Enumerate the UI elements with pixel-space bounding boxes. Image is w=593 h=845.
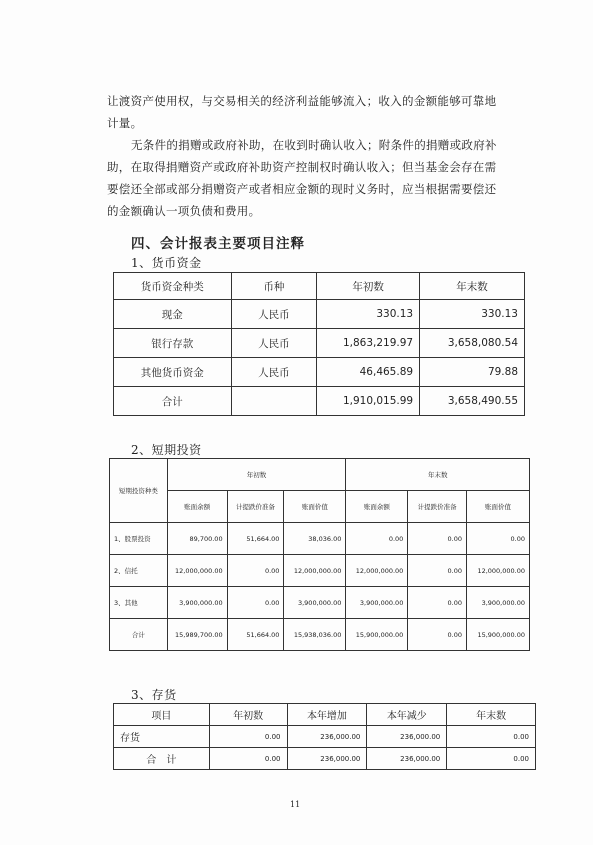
group-header: 年末数 <box>346 459 530 491</box>
table-cell: 12,000,000.00 <box>167 555 227 587</box>
table-cell: 0.00 <box>209 726 287 748</box>
table-cell: 15,900,000.00 <box>467 619 530 651</box>
table-row <box>110 555 530 587</box>
table-header-row <box>110 459 530 491</box>
table-cell: 46,465.89 <box>317 358 420 387</box>
table-cell: 38,036.00 <box>284 523 346 555</box>
table-cell <box>231 387 317 416</box>
table-cell: 合 计 <box>114 748 210 770</box>
shortterm-title: 2、短期投资 <box>131 443 202 457</box>
table-cell: 银行存款 <box>114 329 232 358</box>
table-row <box>114 300 525 329</box>
table-cell: 330.13 <box>317 300 420 329</box>
table-total-row <box>114 387 525 416</box>
column-header: 年初数 <box>317 273 420 300</box>
column-header: 计提跌价准备 <box>227 491 284 523</box>
column-header: 账面价值 <box>284 491 346 523</box>
table-cell: 89,700.00 <box>167 523 227 555</box>
cash-table <box>113 272 525 416</box>
inventory-title: 3、存货 <box>131 688 177 702</box>
table-cell: 0.00 <box>467 523 530 555</box>
column-header: 项目 <box>114 704 210 726</box>
column-header: 货币资金种类 <box>114 273 232 300</box>
table-cell: 236,000.00 <box>367 748 447 770</box>
table-total-row <box>114 748 536 770</box>
table-cell: 15,989,700.00 <box>167 619 227 651</box>
table-cell: 15,900,000.00 <box>346 619 408 651</box>
table-cell: 3,900,000.00 <box>346 587 408 619</box>
column-header: 账面余额 <box>167 491 227 523</box>
table-header-row <box>114 273 525 300</box>
table-cell: 现金 <box>114 300 232 329</box>
table-cell: 3、其他 <box>110 587 168 619</box>
cash-title: 1、货币资金 <box>131 256 202 270</box>
table-cell: 0.00 <box>408 619 467 651</box>
table-header-row <box>114 704 536 726</box>
table-cell: 人民币 <box>231 329 317 358</box>
column-header: 年末数 <box>420 273 525 300</box>
group-header: 年初数 <box>167 459 346 491</box>
table-cell: 51,664.00 <box>227 523 284 555</box>
table-cell: 人民币 <box>231 358 317 387</box>
column-header: 账面余额 <box>346 491 408 523</box>
column-header: 年末数 <box>447 704 536 726</box>
table-cell: 15,938,036.00 <box>284 619 346 651</box>
paragraph-donation: 无条件的捐赠或政府补助，在收到时确认收入；附条件的捐赠或政府补助，在取得捐赠资产或政府补助资产控制权时确认收入；但当基金会存在需要偿还全部或部分捐赠资产或者相应金额的现时义务时，应当根据需要偿还的金额确认一项负债和费用。 <box>107 138 497 218</box>
row-header: 短期投资种类 <box>110 459 168 523</box>
table-cell: 12,000,000.00 <box>284 555 346 587</box>
table-cell: 0.00 <box>227 555 284 587</box>
column-header: 币种 <box>231 273 317 300</box>
table-cell: 12,000,000.00 <box>467 555 530 587</box>
column-header: 本年减少 <box>367 704 447 726</box>
column-header: 年初数 <box>209 704 287 726</box>
section-title: 四、会计报表主要项目注释 <box>131 236 305 252</box>
table-cell: 236,000.00 <box>367 726 447 748</box>
table-cell: 0.00 <box>408 555 467 587</box>
page-number: 11 <box>290 800 301 809</box>
table-cell: 12,000,000.00 <box>346 555 408 587</box>
column-header: 计提跌价准备 <box>408 491 467 523</box>
shortterm-table <box>109 458 530 651</box>
table-header-row <box>110 491 530 523</box>
table-row <box>110 587 530 619</box>
table-cell: 合计 <box>114 387 232 416</box>
table-cell: 0.00 <box>447 748 536 770</box>
table-cell: 合计 <box>110 619 168 651</box>
table-cell: 3,900,000.00 <box>167 587 227 619</box>
table-cell: 0.00 <box>346 523 408 555</box>
table-cell: 79.88 <box>420 358 525 387</box>
table-cell: 0.00 <box>408 523 467 555</box>
column-header: 本年增加 <box>287 704 367 726</box>
table-cell: 3,900,000.00 <box>284 587 346 619</box>
table-row <box>114 329 525 358</box>
column-header: 账面价值 <box>467 491 530 523</box>
table-cell: 0.00 <box>408 587 467 619</box>
table-cell: 1,863,219.97 <box>317 329 420 358</box>
table-total-row <box>110 619 530 651</box>
paragraph-revenue-continued: 让渡资产使用权，与交易相关的经济利益能够流入；收入的金额能够可靠地计量。 <box>107 94 497 130</box>
table-row <box>114 358 525 387</box>
inventory-table <box>113 703 536 770</box>
table-cell: 2、信托 <box>110 555 168 587</box>
table-cell: 存货 <box>114 726 210 748</box>
table-cell: 330.13 <box>420 300 525 329</box>
table-cell: 3,658,080.54 <box>420 329 525 358</box>
table-cell: 人民币 <box>231 300 317 329</box>
table-cell: 其他货币资金 <box>114 358 232 387</box>
table-cell: 3,900,000.00 <box>467 587 530 619</box>
table-row <box>114 726 536 748</box>
table-cell: 1,910,015.99 <box>317 387 420 416</box>
table-cell: 0.00 <box>447 726 536 748</box>
table-row <box>110 523 530 555</box>
table-cell: 236,000.00 <box>287 748 367 770</box>
table-cell: 0.00 <box>227 587 284 619</box>
table-cell: 0.00 <box>209 748 287 770</box>
table-cell: 3,658,490.55 <box>420 387 525 416</box>
table-cell: 1、股票投资 <box>110 523 168 555</box>
table-cell: 51,664.00 <box>227 619 284 651</box>
table-cell: 236,000.00 <box>287 726 367 748</box>
